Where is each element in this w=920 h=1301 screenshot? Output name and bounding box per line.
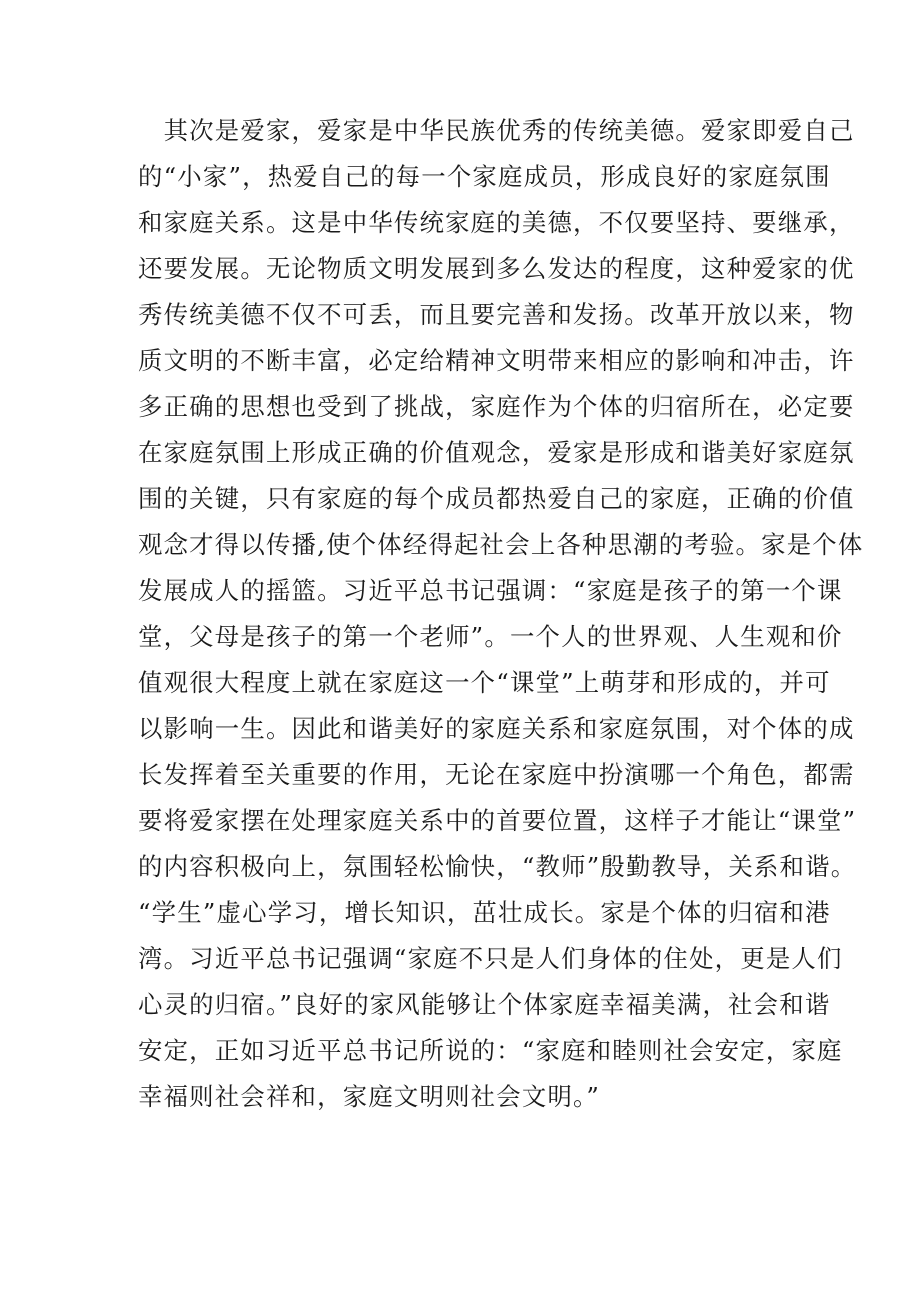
paragraph-line: 以影响一生。因此和谐美好的家庭关系和家庭氛围，对个体的成 [138,714,855,743]
paragraph-line: 围的关键，只有家庭的每个成员都热爱自己的家庭，正确的价值 [138,484,855,513]
paragraph-line: 值观很大程度上就在家庭这一个“课堂”上萌芽和形成的，并可 [138,668,831,697]
paragraph-line: 堂，父母是孩子的第一个老师”。一个人的世界观、人生观和价 [138,622,843,651]
paragraph-line: 湾。习近平总书记强调“家庭不只是人们身体的住处，更是人们 [138,944,843,973]
paragraph-line: 长发挥着至关重要的作用，无论在家庭中扮演哪一个角色，都需 [138,760,855,789]
paragraph-line: 幸福则社会祥和，家庭文明则社会文明。” [138,1082,601,1111]
paragraph-line: 其次是爱家，爱家是中华民族优秀的传统美德。爱家即爱自己 [138,116,855,145]
paragraph-line: 还要发展。无论物质文明发展到多么发达的程度，这种爱家的优 [138,254,855,283]
paragraph-line: 多正确的思想也受到了挑战，家庭作为个体的归宿所在，必定要 [138,392,855,421]
paragraph-line: 安定，正如习近平总书记所说的：“家庭和睦则社会安定，家庭 [138,1036,843,1065]
paragraph-line: 在家庭氛围上形成正确的价值观念，爱家是形成和谐美好家庭氛 [138,438,855,467]
paragraph-line: 发展成人的摇篮。习近平总书记强调：“家庭是孩子的第一个课 [138,576,843,605]
paragraph-line: 质文明的不断丰富，必定给精神文明带来相应的影响和冲击，许 [138,346,855,375]
paragraph-line: 秀传统美德不仅不可丢，而且要完善和发扬。改革开放以来，物 [138,300,855,329]
paragraph-line: 的“小家”，热爱自己的每一个家庭成员，形成良好的家庭氛围 [138,162,831,191]
paragraph-line: 和家庭关系。这是中华传统家庭的美德，不仅要坚持、要继承， [138,208,855,237]
paragraph-line: 观念才得以传播,使个体经得起社会上各种思潮的考验。家是个体 [138,530,864,559]
paragraph-line: 心灵的归宿。”良好的家风能够让个体家庭幸福美满，社会和谐 [138,990,831,1019]
body-paragraph [138,108,864,1120]
paragraph-line: “学生”虚心学习，增长知识，茁壮成长。家是个体的归宿和港 [138,898,831,927]
paragraph-line: 的内容积极向上，氛围轻松愉快，“教师”殷勤教导，关系和谐。 [138,852,857,881]
paragraph-line: 要将爱家摆在处理家庭关系中的首要位置，这样子才能让“课堂” [138,806,857,835]
